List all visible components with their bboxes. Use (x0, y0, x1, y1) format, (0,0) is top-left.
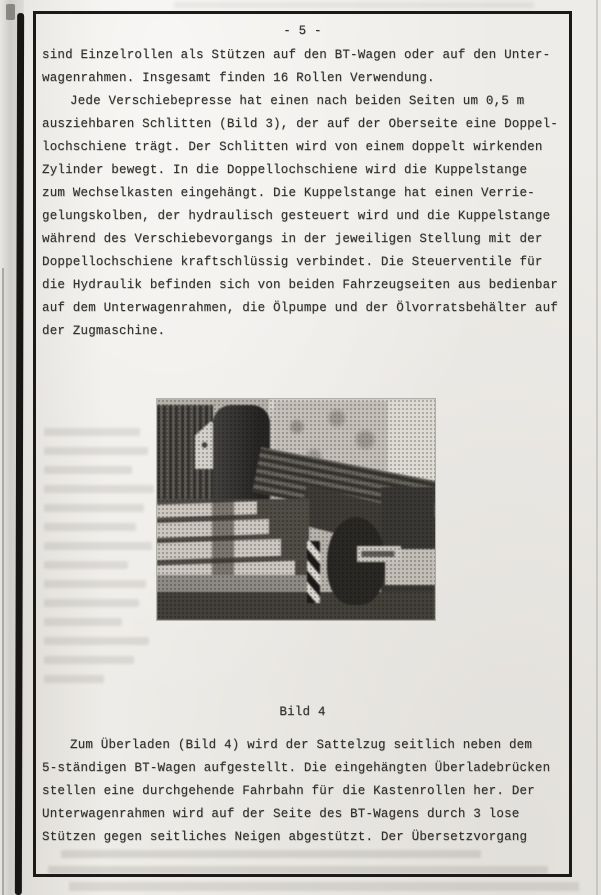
paragraph-verschiebepresse (42, 90, 558, 343)
scan-artifact-mark (6, 4, 15, 20)
bleed-line (44, 675, 104, 683)
bleed-line (44, 580, 146, 588)
text-line: Unterwagenrahmen wird auf der Seite des BT-Wagens durch 3 lose (42, 807, 520, 821)
bleed-line (44, 618, 122, 626)
bleed-line (44, 523, 136, 531)
text-line: ausziehbaren Schlitten (Bild 3), der auf der Oberseite eine Doppel- (42, 117, 558, 131)
bleed-line (44, 447, 148, 455)
text-line: Doppellochschiene kraftschlüssig verbindet. Die Steuerventile für (42, 255, 543, 269)
text-line: gelungskolben, der hydraulisch gesteuert wird und die Kuppelstange (42, 209, 551, 223)
paragraph-ueberladen (42, 734, 550, 849)
bleed-line (44, 637, 149, 645)
bleed-line (44, 504, 144, 512)
figure-photo-transloading (157, 399, 435, 620)
figure-caption: Bild 4 (279, 705, 326, 719)
text-line: Zylinder bewegt. In die Doppellochschiene wird die Kuppelstange (42, 163, 528, 177)
paragraph-rollen (42, 44, 550, 90)
bleed-through-text-block (44, 428, 162, 694)
text-line: stellen eine durchgehende Fahrbahn für die Kastenrollen her. Der (42, 784, 535, 798)
text-line: wagenrahmen. Insgesamt finden 16 Rollen Verwendung. (42, 71, 435, 85)
bleed-through-line (174, 2, 534, 8)
page-edge-shadow-bar (15, 13, 24, 895)
bleed-line (44, 656, 134, 664)
text-line: die Hydraulik befinden sich von beiden Fahrzeugseiten aus bedienbar (42, 278, 558, 292)
bleed-line (44, 542, 152, 550)
bleed-line (44, 561, 128, 569)
page-number: - 5 - (283, 24, 322, 38)
text-line: Jede Verschiebepresse hat einen nach beiden Seiten um 0,5 m (70, 94, 525, 108)
bleed-line (44, 428, 140, 436)
bleed-line (44, 466, 132, 474)
text-line: lochschiene trägt. Der Schlitten wird von einem doppelt wirkenden (42, 140, 543, 154)
bleed-through-line (69, 882, 579, 891)
text-line: zum Wechselkasten eingehängt. Die Kuppelstange hat einen Verrie- (42, 186, 535, 200)
text-line: der Zugmaschine. (42, 324, 166, 338)
text-line: während des Verschiebevorgangs in der jeweiligen Stellung mit der (42, 232, 543, 246)
bleed-line (44, 599, 139, 607)
page-border-frame (33, 11, 572, 877)
bleed-line (44, 485, 154, 493)
scan-right-edge-line (596, 0, 598, 895)
bleed-through-line (61, 850, 481, 858)
text-line: sind Einzelrollen als Stützen auf den BT-Wagen oder auf den Unter- (42, 48, 551, 62)
text-line: auf dem Unterwagenrahmen, die Ölpumpe und der Ölvorratsbehälter auf (42, 301, 558, 315)
text-line: Zum Überladen (Bild 4) wird der Sattelzug seitlich neben dem (70, 738, 533, 752)
text-line: Stützen gegen seitliches Neigen abgestützt. Der Übersetzvorgang (42, 830, 528, 844)
halftone-overlay (157, 399, 435, 620)
page-edge-line (2, 268, 4, 895)
bleed-through-line (48, 866, 548, 874)
text-line: 5-ständigen BT-Wagen aufgestellt. Die eingehängten Überladebrücken (42, 761, 551, 775)
